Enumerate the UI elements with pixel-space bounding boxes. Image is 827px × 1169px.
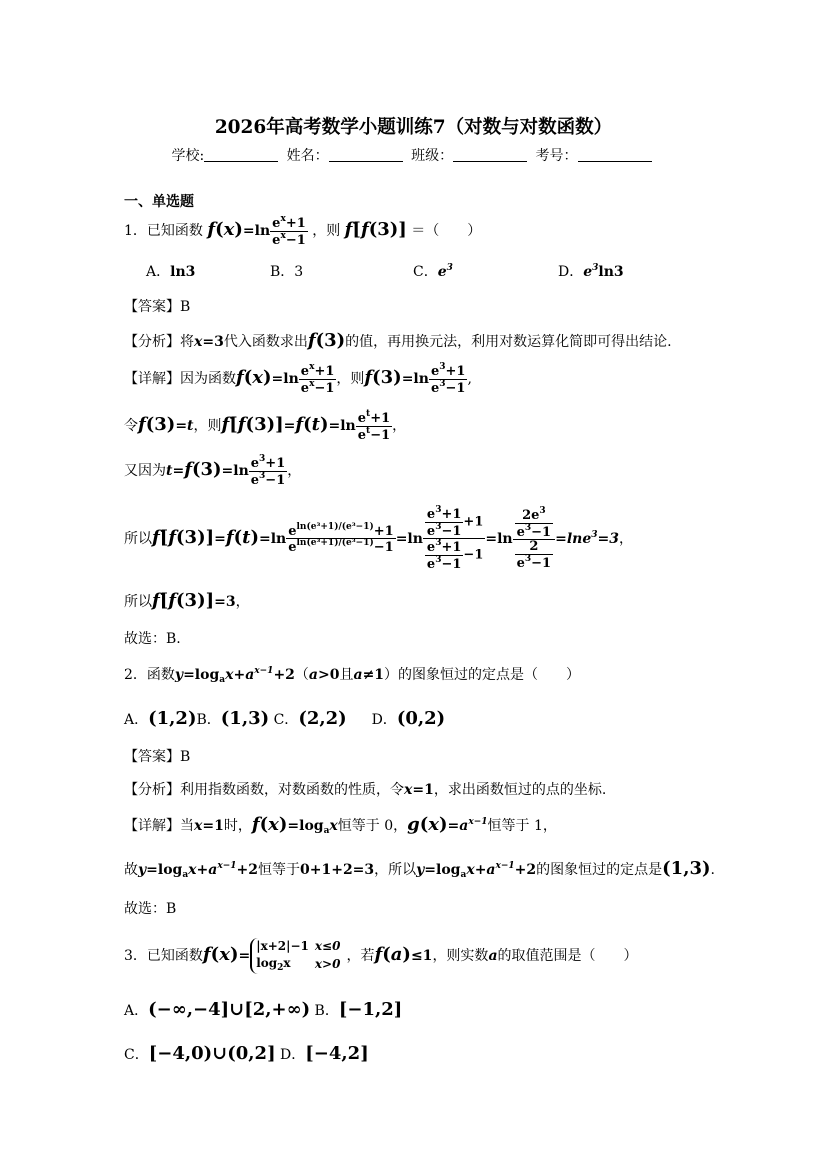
q2-analysis: 【分析】利用指数函数，对数函数的性质，令x=1，求出函数恒过的点的坐标. (124, 782, 607, 798)
q1-detail-3: 又因为t=f(3)=ln $\frac{e^3+1}{e^3-1}$ ， (124, 454, 302, 488)
q3-option-c[interactable]: C．[−4,0)∪(0,2] (124, 1043, 276, 1064)
name-label: 姓名： (286, 148, 329, 164)
q1-detail-5: 所以f[f(3)]=3， (124, 590, 250, 611)
school-label: 学校: (171, 148, 205, 164)
q2-option-c[interactable]: C．(2,2) (273, 708, 347, 729)
q2-option-d[interactable]: D．(0,2) (371, 708, 446, 729)
q1-option-b[interactable]: B．3 (270, 264, 304, 280)
class-blank[interactable] (453, 147, 527, 162)
section-heading: 一、单选题 (124, 194, 194, 210)
q2-option-b[interactable]: B．(1,3) (196, 708, 270, 729)
exam-no-blank[interactable] (578, 147, 652, 162)
q1-option-a[interactable]: A．ln3 (146, 264, 196, 280)
q1-detail-2: 令f(3)=t，则f[f(3)]=f(t)=ln $\frac{e^t+1}{e^t-1}$ ， (124, 409, 407, 443)
exam-no-label: 考号： (535, 148, 578, 164)
q1-formula: f (207, 219, 216, 241)
q1-detail-1: 【详解】因为函数f(x)=ln $\frac{e^x+1}{e^x-1}$ ，则f(3)=ln $\frac{e^3+1}{e^3-1}$ , (124, 362, 472, 396)
q3-option-b[interactable]: B．[−1,2] (314, 999, 403, 1020)
school-blank[interactable] (204, 147, 278, 162)
q3-option-a[interactable]: A．(−∞,−4]∪[2,+∞) (124, 999, 311, 1020)
q1-lead: 1．已知函数 (124, 223, 203, 240)
q1-mid: ，则 (312, 223, 341, 240)
q2-stem: 2．函数$y=\log_ax+a^{x-1}+2(a>0$且a≠1）的图象恒过的定点是（ ） (124, 666, 581, 685)
q2-choose: 故选：B (124, 901, 177, 917)
q3-option-d[interactable]: D．[−4,2] (280, 1043, 369, 1064)
q1-tail: ＝（ ） (411, 223, 482, 240)
page-title: 2026年高考数学小题训练7（对数与对数函数） (214, 117, 613, 138)
q1-detail-4: 所以f[f(3)]=f(t)=ln $\frac{e^{ln(e^3+1)/(e^3-1)}+1}{e^{ln(e^3+1)/(e^3-1)}-1}$ =ln $\frac{e^3+1}{e^3-1}$ +1 $\frac{e^3+1}{e^3-1}$ −1 =ln $\frac{\frac{2e^3}{e^3-1}}{\frac{2}{e^3-1}}$ =lne$^3$=3， (124, 505, 633, 572)
q2-options (124, 708, 445, 729)
q3-options-row2 (124, 1043, 369, 1064)
q3-stem: 3．已知函数f(x)= |x+2|−1 x≤0 $\log_2x$ x>0 ，若f(a)≤1，则实数a的取值范围是（ ） (124, 939, 638, 973)
q3-options-row1 (124, 999, 402, 1020)
q2-detail-1: 【详解】当x=1时，$f(x)=\log_ax$恒等于 0，$g(x)=a^{x-1}$恒等于 1， (124, 814, 557, 836)
student-info-line (0, 145, 827, 165)
q1-analysis: 【分析】将x=3代入函数求出f(3)的值，再用换元法，利用对数运算化简即可得出结论. (124, 330, 672, 351)
q1-answer: 【答案】B (124, 299, 191, 315)
q1-option-d[interactable]: D．$e^3\ln 3$ (558, 263, 624, 280)
class-label: 班级： (411, 148, 454, 164)
q1-stem: 1．已知函数 f(x)=ln $\frac{e^x+1}{e^x-1}$ ，则 f[f(3)] ＝（ ） (124, 214, 482, 248)
q2-detail-2: 故$y=\log_ax+a^{x-1}+2$恒等于0+1+2=3，所以$y=\log_ax+a^{x-1}+2$的图象恒过的定点是(1,3). (124, 858, 715, 880)
q1-choose: 故选：B. (124, 631, 181, 647)
q1-option-c[interactable]: C．$e^3$ (413, 263, 453, 280)
q2-option-a[interactable]: A．(1,2) (124, 708, 197, 729)
name-blank[interactable] (329, 147, 403, 162)
q2-answer: 【答案】B (124, 749, 191, 765)
